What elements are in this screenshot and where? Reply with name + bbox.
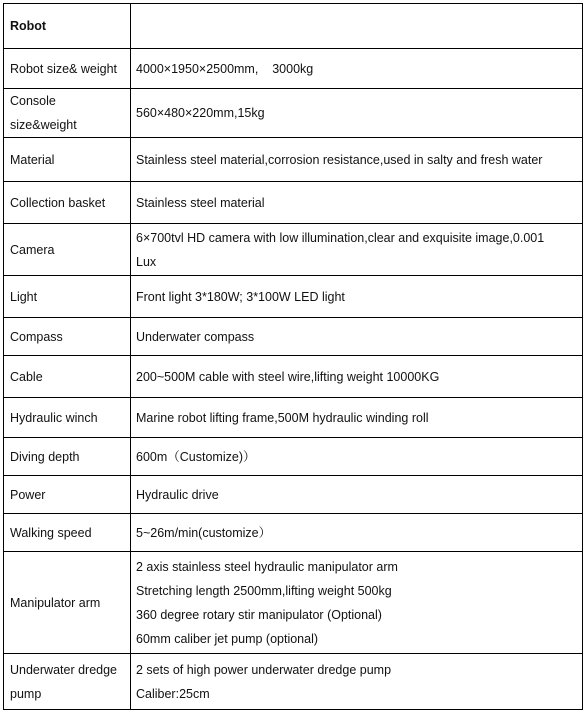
table-row	[4, 476, 583, 514]
table-row	[4, 654, 583, 710]
row-label: Cable	[4, 356, 131, 398]
row-value-line: Lux	[136, 254, 157, 269]
row-value-line: Marine robot lifting frame,500M hydraulic winding roll	[136, 410, 429, 425]
row-value-line: 600m（Customize)）	[136, 449, 256, 464]
row-value-line: 4000×1950×2500mm, 3000kg	[136, 61, 314, 76]
row-value	[131, 318, 583, 356]
row-value-line: 5~26m/min(customize）	[136, 525, 272, 540]
row-value-line: Underwater compass	[136, 329, 255, 344]
row-value	[131, 89, 583, 138]
table-row	[4, 356, 583, 398]
row-value-line: 360 degree rotary stir manipulator (Optional)	[136, 607, 382, 622]
table-title-value	[131, 4, 583, 49]
row-value	[131, 654, 583, 710]
table-row	[4, 138, 583, 182]
row-label: Console size&weight	[4, 89, 131, 138]
table-row	[4, 276, 583, 318]
table-row	[4, 318, 583, 356]
row-value	[131, 356, 583, 398]
row-value-line: 2 axis stainless steel hydraulic manipulator arm	[136, 559, 398, 574]
row-label: Camera	[4, 224, 131, 276]
row-value	[131, 438, 583, 476]
row-label: Diving depth	[4, 438, 131, 476]
row-label: Power	[4, 476, 131, 514]
row-value-line: Hydraulic drive	[136, 487, 219, 502]
table-title: Robot	[4, 4, 131, 49]
row-value	[131, 276, 583, 318]
row-value	[131, 49, 583, 89]
row-value-line: 6×700tvl HD camera with low illumination,clear and exquisite image,0.001	[136, 230, 545, 245]
row-value	[131, 398, 583, 438]
table-header-row	[4, 4, 583, 49]
table-row	[4, 89, 583, 138]
row-value	[131, 182, 583, 224]
row-value	[131, 514, 583, 552]
row-label: Hydraulic winch	[4, 398, 131, 438]
table-row	[4, 398, 583, 438]
row-value-line: 2 sets of high power underwater dredge pump	[136, 662, 392, 677]
spec-table	[3, 3, 583, 710]
row-value-line: Stainless steel material	[136, 195, 265, 210]
row-value-line: 560×480×220mm,15kg	[136, 106, 265, 120]
table-row	[4, 438, 583, 476]
row-label: Collection basket	[4, 182, 131, 224]
row-value	[131, 138, 583, 182]
row-label: Underwater dredge pump	[4, 654, 131, 710]
table-row	[4, 552, 583, 654]
row-value-line: Stretching length 2500mm,lifting weight 500kg	[136, 583, 392, 598]
row-value-line: Caliber:25cm	[136, 686, 210, 701]
table-row	[4, 514, 583, 552]
row-label: Manipulator arm	[4, 552, 131, 654]
spec-table-body	[4, 4, 583, 710]
table-row	[4, 224, 583, 276]
row-value	[131, 552, 583, 654]
row-label: Robot size& weight	[4, 49, 131, 89]
row-value	[131, 224, 583, 276]
row-value	[131, 476, 583, 514]
row-value-line: Front light 3*180W; 3*100W LED light	[136, 289, 345, 304]
row-label: Walking speed	[4, 514, 131, 552]
row-value-line: 200~500M cable with steel wire,lifting weight 10000KG	[136, 369, 440, 384]
row-label: Light	[4, 276, 131, 318]
table-row	[4, 49, 583, 89]
row-value-line: Stainless steel material,corrosion resistance,used in salty and fresh water	[136, 152, 543, 167]
row-label: Material	[4, 138, 131, 182]
table-row	[4, 182, 583, 224]
row-label: Compass	[4, 318, 131, 356]
row-value-line: 60mm caliber jet pump (optional)	[136, 631, 319, 646]
